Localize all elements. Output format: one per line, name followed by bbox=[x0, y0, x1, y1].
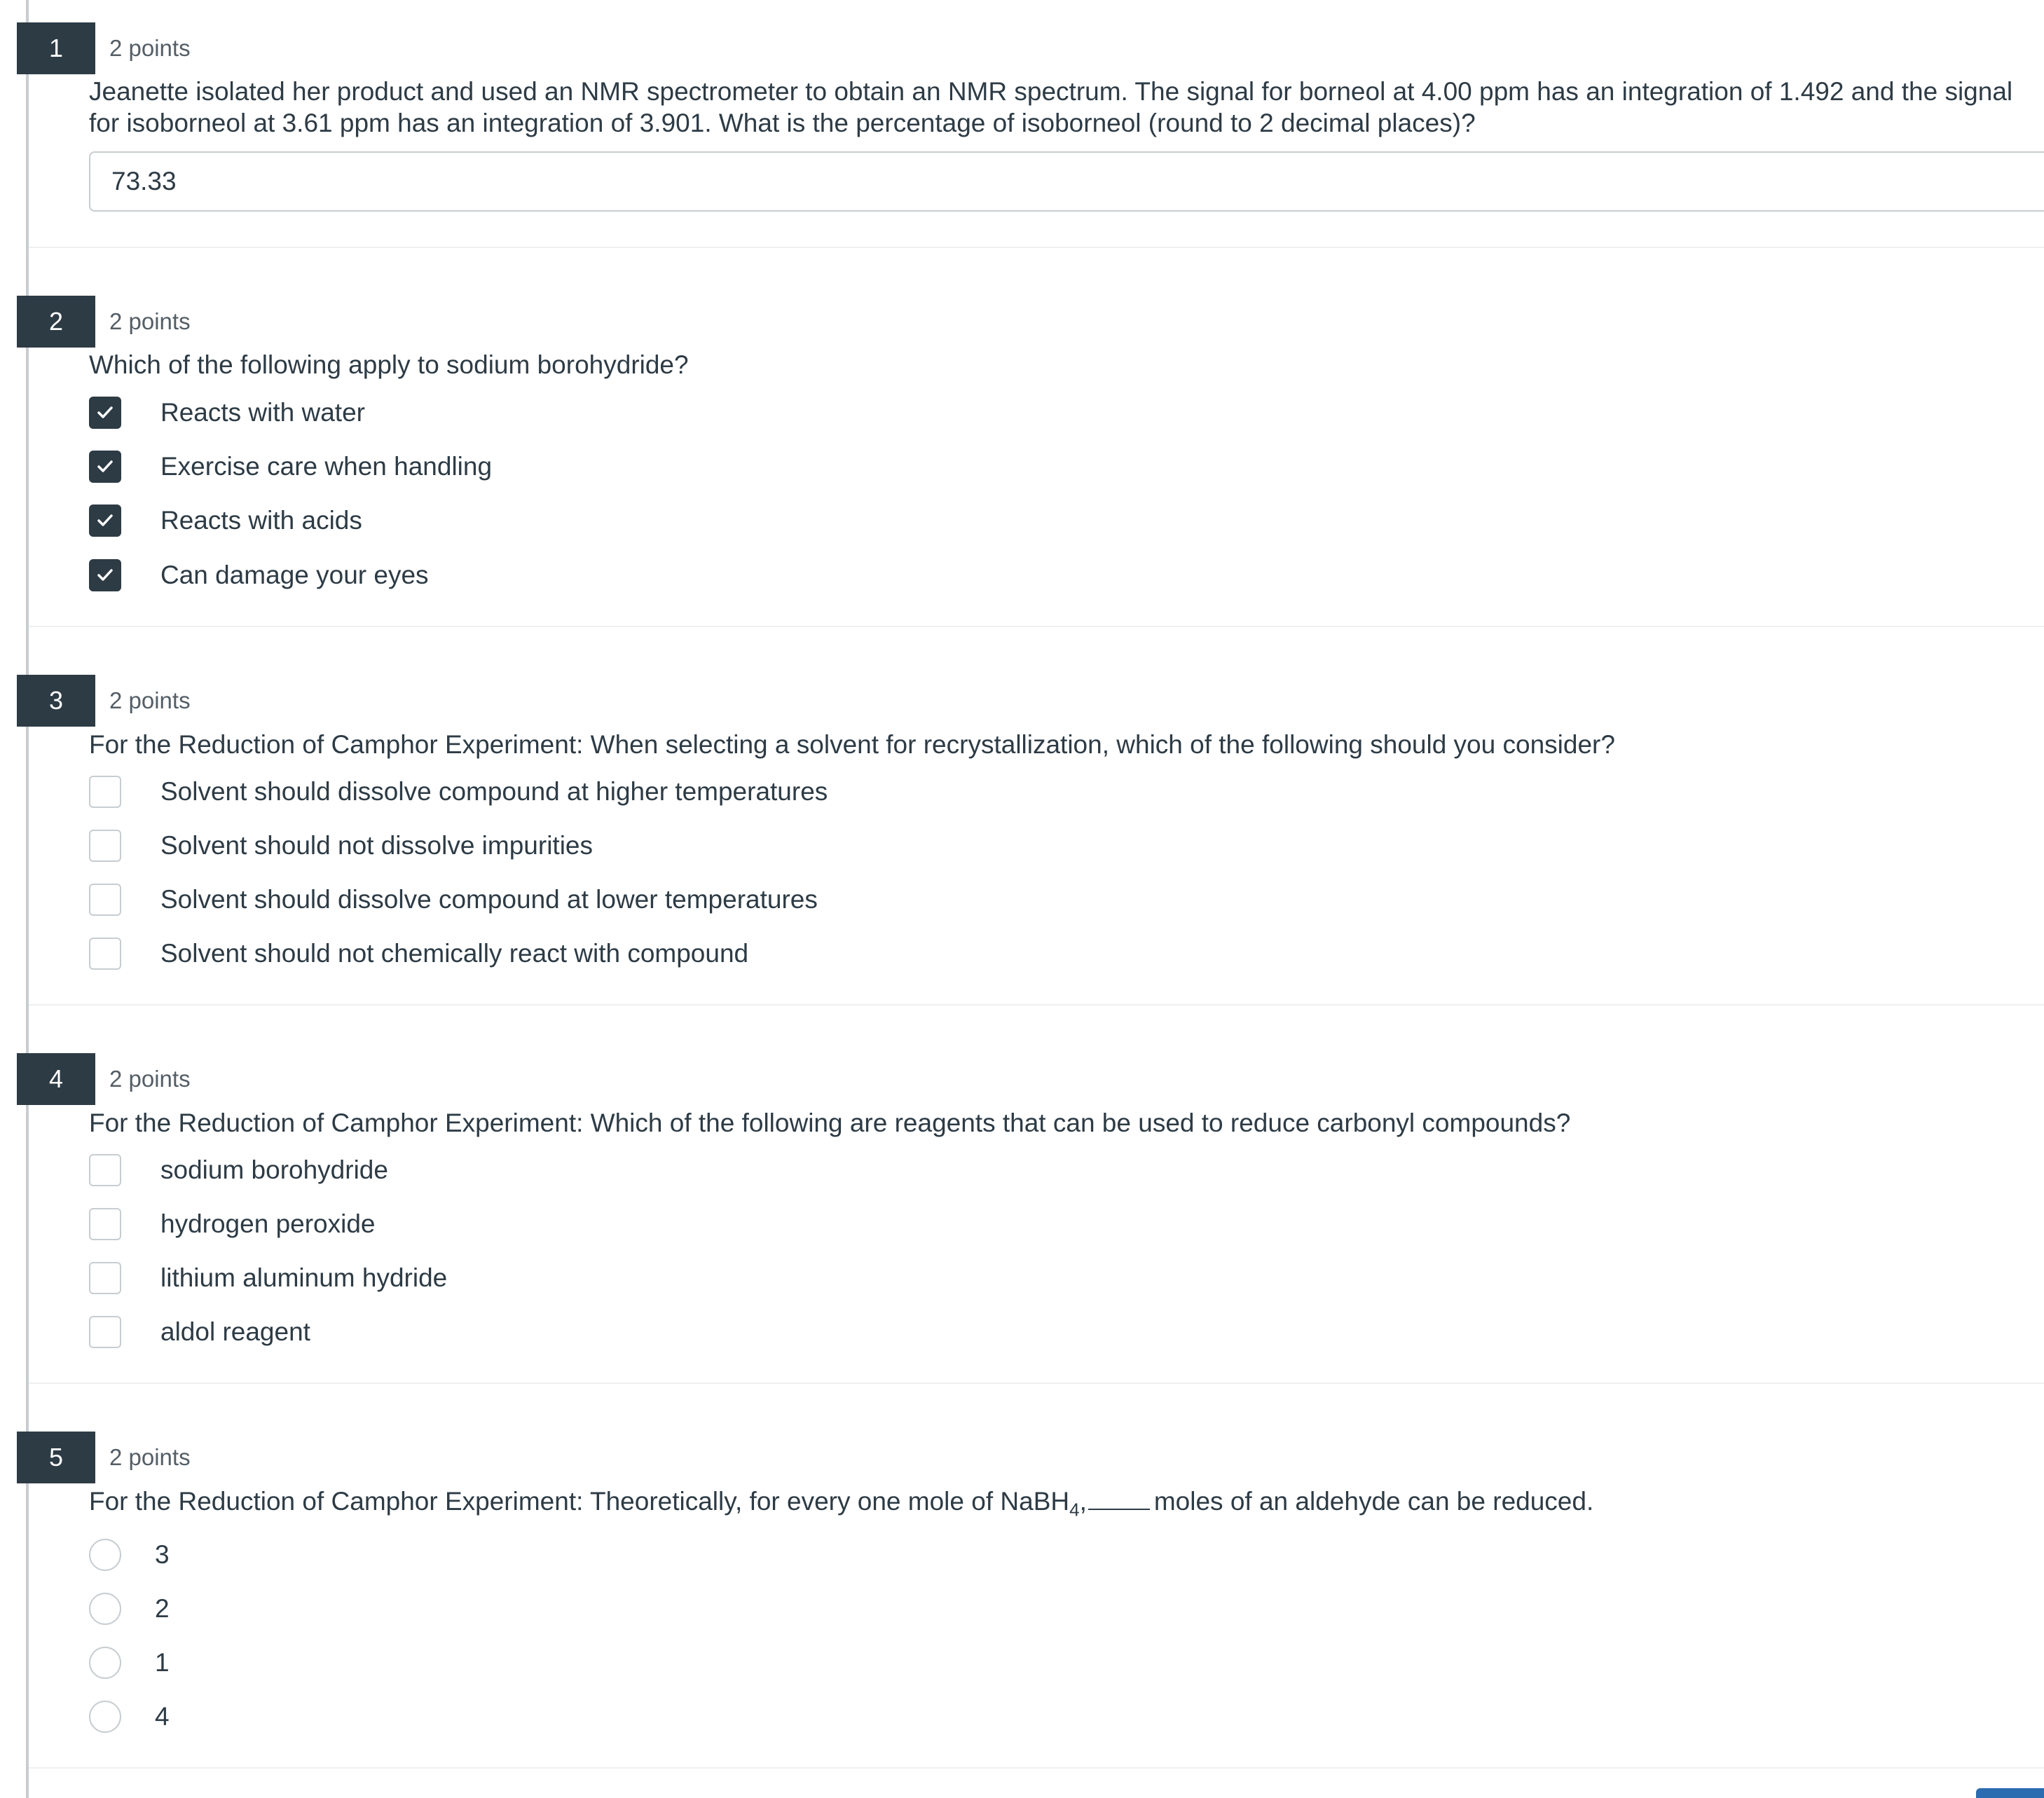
question-number: 5 bbox=[17, 1432, 95, 1483]
checkbox[interactable] bbox=[89, 938, 121, 970]
question-divider bbox=[29, 626, 2044, 627]
answer-option[interactable] bbox=[89, 503, 362, 538]
answer-option[interactable] bbox=[89, 558, 429, 593]
question-divider bbox=[29, 247, 2044, 248]
check-icon bbox=[95, 457, 115, 476]
radio-button[interactable] bbox=[89, 1593, 121, 1625]
question-text: For the Reduction of Camphor Experiment: When selecting a solvent for recrystallization, which of the following should you consider? bbox=[89, 730, 1615, 759]
checkbox[interactable] bbox=[89, 884, 121, 916]
subscript-4: 4 bbox=[1069, 1499, 1080, 1521]
answer-option[interactable] bbox=[89, 1315, 310, 1350]
checkbox-checked[interactable] bbox=[89, 559, 121, 591]
radio-button[interactable] bbox=[89, 1539, 121, 1571]
option-label: Solvent should not chemically react with compound bbox=[160, 939, 749, 968]
answer-option[interactable] bbox=[89, 395, 365, 430]
question-text: Which of the following apply to sodium borohydride? bbox=[89, 350, 689, 379]
answer-option[interactable] bbox=[89, 1207, 376, 1242]
option-label: Can damage your eyes bbox=[160, 561, 429, 589]
option-label: Reacts with acids bbox=[160, 506, 362, 535]
question-text: Jeanette isolated her product and used an NMR spectrometer to obtain an NMR spectrum. The signal for borneol at 4.00 ppm has an integration of 1.492 and the signal for isoborneol at 3.61 ppm has an integration of 3.901. What is the percentage of isoborneol (round to 2 decimal places)? bbox=[89, 77, 2013, 137]
question-number: 1 bbox=[17, 22, 95, 74]
answer-option[interactable] bbox=[89, 449, 492, 484]
check-icon bbox=[95, 565, 115, 585]
checkbox[interactable] bbox=[89, 830, 121, 862]
fill-in-blank bbox=[1088, 1488, 1150, 1510]
checkbox-checked[interactable] bbox=[89, 451, 121, 483]
option-label: lithium aluminum hydride bbox=[160, 1263, 448, 1292]
question-text: For the Reduction of Camphor Experiment: Which of the following are reagents that can be used to reduce carbonyl compounds? bbox=[89, 1109, 1571, 1137]
left-rule bbox=[26, 0, 29, 1798]
option-label: Solvent should not dissolve impurities bbox=[160, 831, 593, 860]
answer-option[interactable] bbox=[89, 1645, 170, 1680]
check-icon bbox=[95, 511, 115, 530]
option-label: hydrogen peroxide bbox=[160, 1209, 376, 1238]
question-divider bbox=[29, 1004, 2044, 1006]
answer-option[interactable] bbox=[89, 1153, 388, 1188]
checkbox[interactable] bbox=[89, 1208, 121, 1240]
answer-option[interactable] bbox=[89, 1537, 170, 1572]
option-label: Solvent should dissolve compound at lower temperatures bbox=[160, 885, 818, 914]
question-text-comma: , bbox=[1079, 1487, 1087, 1516]
answer-option[interactable] bbox=[89, 1699, 170, 1734]
radio-button[interactable] bbox=[89, 1701, 121, 1733]
question-points: 2 points bbox=[109, 308, 191, 334]
question-points: 2 points bbox=[109, 35, 191, 61]
question-number: 2 bbox=[17, 296, 95, 348]
question-number: 3 bbox=[17, 675, 95, 727]
answer-option[interactable] bbox=[89, 882, 818, 917]
question-divider bbox=[29, 1767, 2044, 1769]
check-icon bbox=[95, 403, 115, 423]
question-text-after: moles of an aldehyde can be reduced. bbox=[1153, 1487, 1594, 1516]
option-label: 2 bbox=[155, 1594, 170, 1623]
option-label: sodium borohydride bbox=[160, 1155, 388, 1184]
checkbox[interactable] bbox=[89, 1262, 121, 1294]
checkbox[interactable] bbox=[89, 776, 121, 808]
question-points: 2 points bbox=[109, 1066, 191, 1092]
question-points: 2 points bbox=[109, 687, 191, 713]
option-label: 1 bbox=[155, 1648, 170, 1677]
checkbox-checked[interactable] bbox=[89, 397, 121, 429]
answer-option[interactable] bbox=[89, 1591, 170, 1626]
answer-option[interactable] bbox=[89, 774, 828, 809]
checkbox[interactable] bbox=[89, 1154, 121, 1186]
answer-option[interactable] bbox=[89, 936, 748, 971]
answer-option[interactable] bbox=[89, 828, 593, 863]
option-label: Solvent should dissolve compound at higher temperatures bbox=[160, 777, 828, 806]
option-label: Reacts with water bbox=[160, 398, 365, 427]
question-text bbox=[89, 1485, 2033, 1525]
question-points: 2 points bbox=[109, 1444, 191, 1470]
checkbox-checked[interactable] bbox=[89, 505, 121, 537]
option-label: Exercise care when handling bbox=[160, 452, 493, 481]
question-text-before: For the Reduction of Camphor Experiment: Theoretically, for every one mole of NaBH bbox=[89, 1487, 1070, 1516]
answer-input[interactable] bbox=[89, 151, 2044, 212]
option-label: aldol reagent bbox=[160, 1317, 310, 1346]
option-label: 4 bbox=[155, 1702, 170, 1731]
question-number: 4 bbox=[17, 1053, 95, 1105]
radio-button[interactable] bbox=[89, 1647, 121, 1679]
option-label: 3 bbox=[155, 1540, 170, 1569]
question-divider bbox=[29, 1382, 2044, 1384]
answer-option[interactable] bbox=[89, 1261, 447, 1296]
submit-button-edge[interactable] bbox=[1976, 1788, 2044, 1798]
checkbox[interactable] bbox=[89, 1316, 121, 1348]
